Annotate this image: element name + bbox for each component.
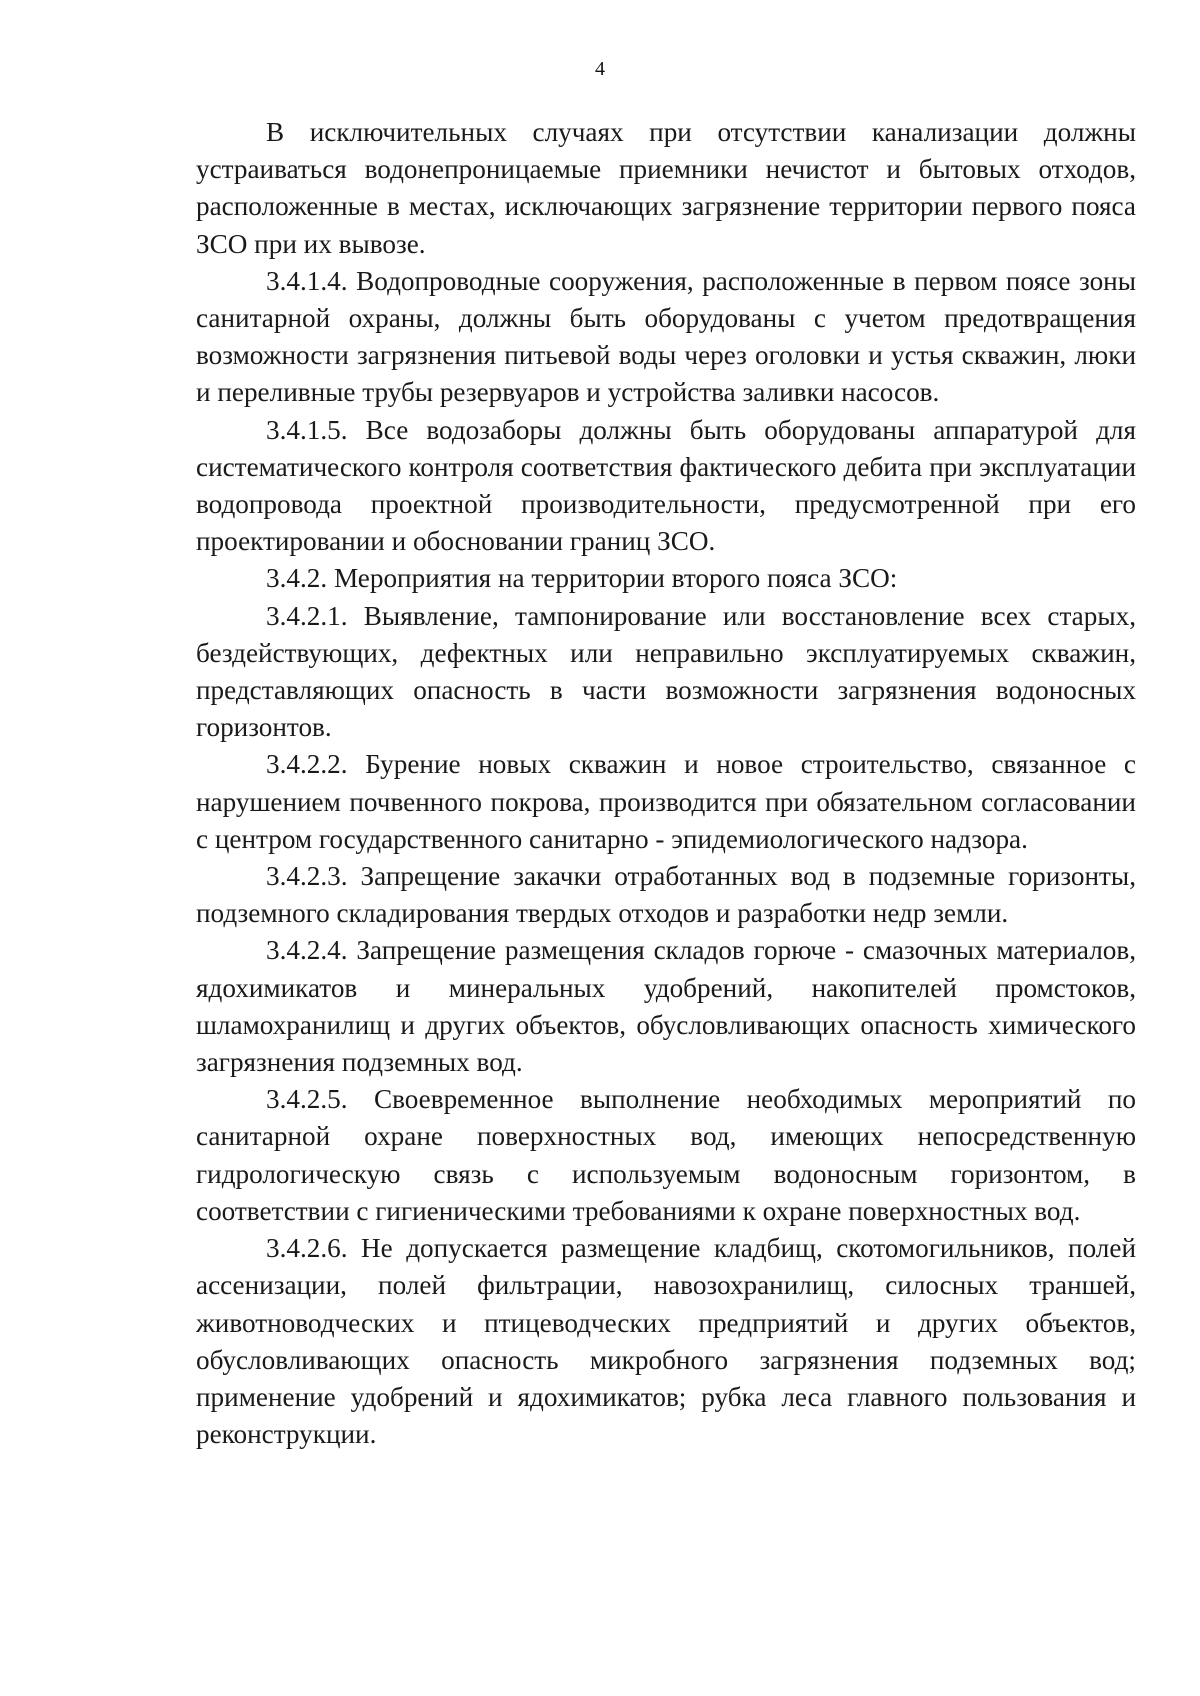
- paragraph-3-4-2-5: 3.4.2.5. Своевременное выполнение необходимых мероприятий по санитарной охране поверхностных вод, имеющих непосредственную гидрологическую связь с используемым водоносным горизонтом, в соответствии с гигиеническими требованиями к охране поверхностных вод.: [196, 1084, 1136, 1226]
- paragraph-3-4-1-4: 3.4.1.4. Водопроводные сооружения, расположенные в первом поясе зоны санитарной охраны, должны быть оборудованы с учетом предотвращения возможности загрязнения питьевой воды через оголовки и устья скважин, люки и переливные трубы резервуаров и устройства заливки насосов.: [196, 265, 1136, 408]
- paragraph-3-4-1-5: 3.4.1.5. Все водозаборы должны быть оборудованы аппаратурой для систематического контроля соответствия фактического дебита при эксплуатации водопровода проектной производительности, предусмотренной при его проектировании и обосновании границ ЗСО.: [196, 414, 1136, 557]
- paragraph-3-4-2-6: 3.4.2.6. Не допускается размещение кладбищ, скотомогильников, полей ассенизации, полей фильтрации, навозохранилищ, силосных траншей, животноводческих и птицеводческих предприятий и других объектов, обусловливающих опасность микробного загрязнения подземных вод; применение удобрений и ядохимикатов; рубка леса главного пользования и реконструкции.: [196, 1233, 1136, 1450]
- paragraph-3-4-2-3: 3.4.2.3. Запрещение закачки отработанных вод в подземные горизонты, подземного складирования твердых отходов и разработки недр земли.: [196, 861, 1136, 929]
- paragraph-3-4-2-4: 3.4.2.4. Запрещение размещения складов горюче - смазочных материалов, ядохимикатов и минеральных удобрений, накопителей промстоков, шламохранилищ и других объектов, обусловливающих опасность химического загрязнения подземных вод.: [196, 935, 1136, 1078]
- document-body: [196, 114, 1136, 1453]
- paragraph-3-4-2-2: 3.4.2.2. Бурение новых скважин и новое строительство, связанное с нарушением почвенного покрова, производится при обязательном согласовании с центром государственного санитарно - эпидемиологического надзора.: [196, 749, 1136, 854]
- paragraph-3-4-2-1: 3.4.2.1. Выявление, тампонирование или восстановление всех старых, бездействующих, дефектных или неправильно эксплуатируемых скважин, представляющих опасность в части возможности загрязнения водоносных горизонтов.: [196, 600, 1136, 743]
- paragraph-3-4-2: 3.4.2. Мероприятия на территории второго пояса ЗСО:: [266, 563, 898, 594]
- paragraph-sewage-receivers: В исключительных случаях при отсутствии канализации должны устраиваться водонепроницаемые приемники нечистот и бытовых отходов, расположенные в местах, исключающих загрязнение территории первого пояса ЗСО при их вывозе.: [196, 117, 1136, 259]
- page-number: 4: [595, 58, 605, 80]
